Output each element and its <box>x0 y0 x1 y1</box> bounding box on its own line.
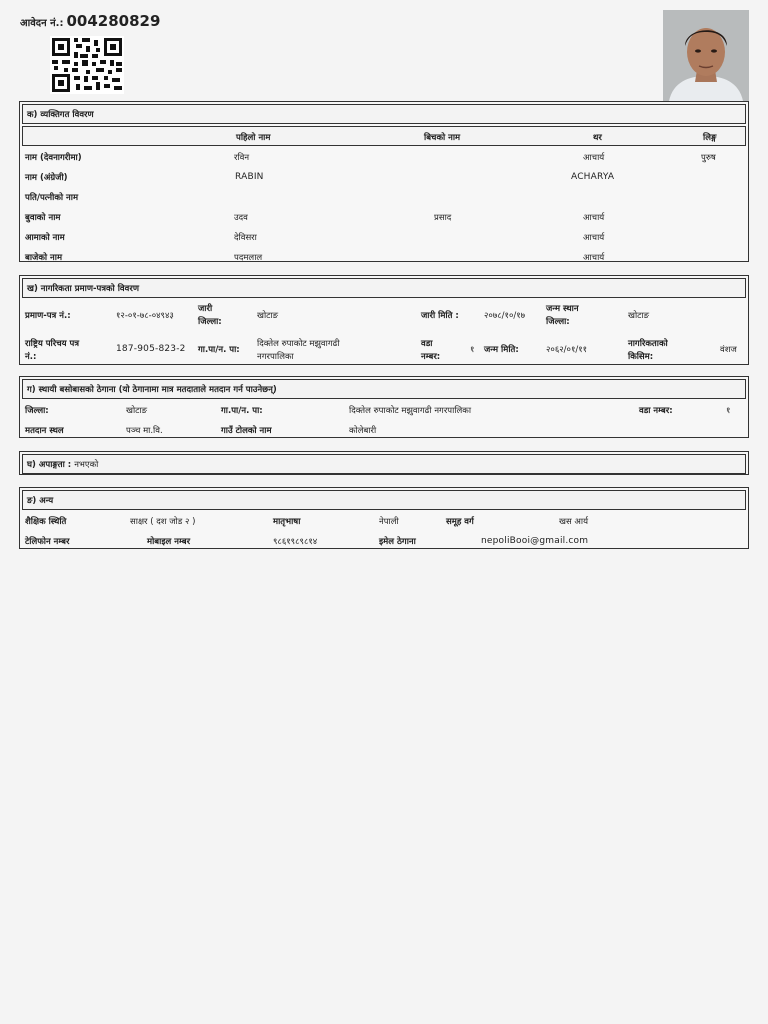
disability-label: घ) अपाङ्गता : <box>27 459 72 470</box>
education-value: साक्षर ( दश जोड २ ) <box>130 517 196 527</box>
citizenship-type-label: नागरिकताको <box>628 339 668 349</box>
disability-row <box>22 454 746 474</box>
row-label: बाजेको नाम <box>25 253 63 263</box>
ward-value: १ <box>726 406 731 416</box>
nid-value: 187-905-823-2 <box>116 344 186 354</box>
cert-no-label: प्रमाण-पत्र नं.: <box>25 311 71 321</box>
address-section <box>19 376 749 438</box>
table-row <box>20 168 748 188</box>
municipality-value-2: नगरपालिका <box>257 352 294 362</box>
other-row-1 <box>20 512 748 532</box>
row-label: आमाको नाम <box>25 233 65 243</box>
citizenship-type-label-2: किसिम: <box>628 352 654 362</box>
row-label: बुवाको नाम <box>25 213 61 223</box>
application-number-label: आवेदन नं.: <box>20 18 64 29</box>
mobile-label: मोबाइल नम्बर <box>147 537 191 547</box>
application-number-block <box>20 12 160 30</box>
first-name: उदव <box>234 213 248 223</box>
birth-district-label: जन्म स्थान <box>546 304 579 314</box>
col-last-name: थर <box>593 133 602 143</box>
last-name: आचार्य <box>583 233 605 243</box>
first-name: पदमलाल <box>234 253 263 263</box>
disability-value: नभएको <box>74 459 99 470</box>
table-row <box>20 228 748 248</box>
personal-details-section <box>19 101 749 262</box>
other-section-title: ङ) अन्य <box>22 490 746 510</box>
citizenship-section <box>19 275 749 365</box>
district-label: जिल्ला: <box>25 406 49 416</box>
table-row <box>20 248 748 268</box>
mother-tongue-value: नेपाली <box>379 517 399 527</box>
address-row-1 <box>20 401 748 421</box>
email-label: इमेल ठेगाना <box>379 537 416 547</box>
polling-station-label: मतदान स्थल <box>25 426 64 436</box>
mobile-value: ९८६१९८९८१४ <box>273 537 318 547</box>
col-first-name: पहिलो नाम <box>236 133 271 143</box>
first-name: देविसरा <box>234 233 257 243</box>
citizenship-row-2 <box>20 332 748 364</box>
ward-value: १ <box>470 345 475 355</box>
name-columns-header <box>22 126 746 146</box>
municipality-value: दिक्तेल रुपाकोट मझुवागढी <box>257 339 340 349</box>
nid-label-2: नं.: <box>25 352 37 362</box>
issue-district-label-2: जिल्ला: <box>198 317 222 327</box>
group-label: समूह वर्ग <box>446 517 474 527</box>
issue-district-value: खोटाङ <box>257 311 279 321</box>
address-section-title: ग) स्थायी बसोबासको ठेगाना (यो ठेगानामा मात्र मतदाताले मतदान गर्न पाउनेछन्) <box>22 379 746 399</box>
last-name: आचार्य <box>583 213 605 223</box>
citizenship-section-title: ख) नागरिकता प्रमाण-पत्रको विवरण <box>22 278 746 298</box>
table-row <box>20 148 748 168</box>
table-row <box>20 208 748 228</box>
issue-district-label: जारी <box>198 304 213 314</box>
qr-code-icon <box>50 36 124 94</box>
birth-district-label-2: जिल्ला: <box>546 317 570 327</box>
municipality-label: गा.पा/न. पा: <box>198 345 240 355</box>
citizenship-type-value: वंशज <box>720 345 737 355</box>
email-value: nepoliBooi@gmail.com <box>481 536 589 546</box>
phone-label: टेलिफोन नम्बर <box>25 537 70 547</box>
table-row <box>20 188 748 208</box>
last-name: आचार्य <box>583 153 605 163</box>
row-label: नाम (देवनागरीमा) <box>25 153 82 163</box>
row-label: नाम (अंग्रेजी) <box>25 173 68 183</box>
application-number-value: 004280829 <box>66 12 161 30</box>
issue-date-label: जारी मिति : <box>421 311 459 321</box>
issue-date-value: २०७८/१०/१७ <box>484 311 526 321</box>
tole-value: कोलेबारी <box>349 426 377 436</box>
nid-label: राष्ट्रिय परिचय पत्र <box>25 339 80 349</box>
other-section <box>19 487 749 549</box>
other-row-2 <box>20 532 748 552</box>
col-middle-name: बिचको नाम <box>424 133 461 143</box>
cert-no-value: १२-०१-७८-०४९४३ <box>116 311 174 321</box>
municipality-label: गा.पा/न. पा: <box>221 406 263 416</box>
applicant-photo <box>663 10 749 101</box>
mother-tongue-label: मातृभाषा <box>273 517 301 527</box>
address-row-2 <box>20 421 748 441</box>
ward-label-2: नम्बर: <box>421 352 441 362</box>
district-value: खोटाङ <box>126 406 148 416</box>
polling-station-value: पञ्च मा.वि. <box>126 426 163 436</box>
ward-label: वडा <box>421 339 433 349</box>
first-name: रविन <box>234 153 250 163</box>
first-name: RABIN <box>235 172 264 182</box>
dob-label: जन्म मिति: <box>484 345 519 355</box>
education-label: शैक्षिक स्थिति <box>25 517 67 527</box>
personal-section-title: क) व्यक्तिगत विवरण <box>22 104 746 124</box>
group-value: खस आर्य <box>559 517 589 527</box>
row-label: पति/पत्नीको नाम <box>25 193 79 203</box>
tole-label: गाउँ टोलको नाम <box>221 426 272 436</box>
dob-value: २०६२/०१/११ <box>546 345 588 355</box>
gender: पुरुष <box>701 153 716 163</box>
ward-label: वडा नम्बर: <box>639 406 673 416</box>
birth-district-value: खोटाङ <box>628 311 650 321</box>
last-name: आचार्य <box>583 253 605 263</box>
middle-name: प्रसाद <box>434 213 452 223</box>
municipality-value: दिक्तेल रुपाकोट मझुवागढी नगरपालिका <box>349 406 472 416</box>
col-gender: लिङ्ग <box>703 133 717 143</box>
disability-section <box>19 451 749 475</box>
last-name: ACHARYA <box>571 172 615 182</box>
citizenship-row-1 <box>20 300 748 332</box>
